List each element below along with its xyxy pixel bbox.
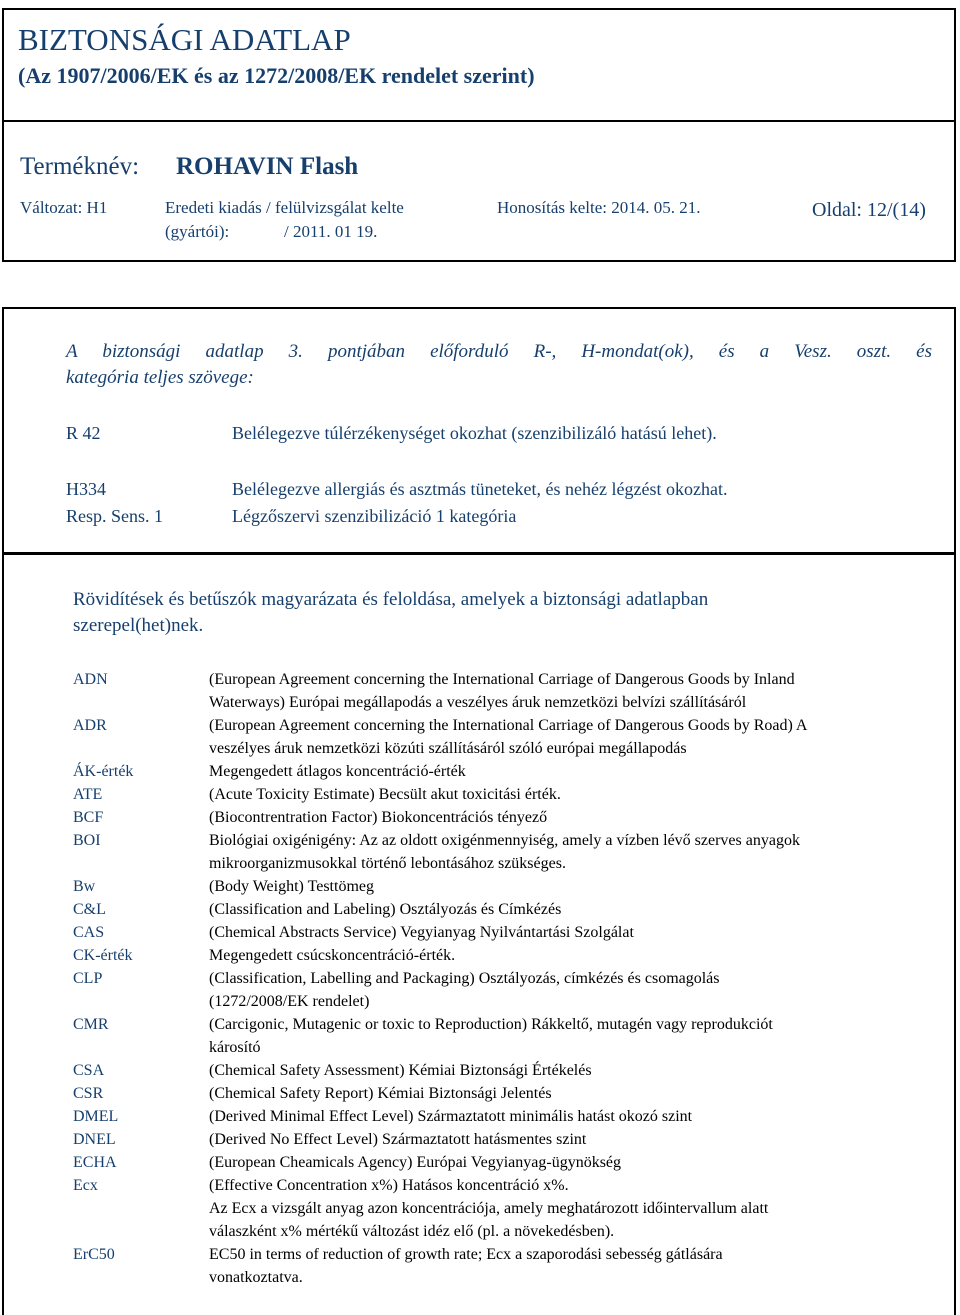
abbreviation-definition-line: (Classification and Labeling) Osztályozás és Címkézés xyxy=(209,901,562,918)
abbreviation-definition-line: vonatkoztatva. xyxy=(209,1269,303,1286)
abbreviation-definition-line: Az Ecx a vizsgált anyag azon koncentrációja, amely meghatározott időintervallum alatt xyxy=(209,1200,769,1217)
issue-label: Eredeti kiadás / felülvizsgálat kelte xyxy=(165,198,404,217)
abbreviation-definition-line: EC50 in terms of reduction of growth rate; Ecx a szaporodási sebesség gátlására xyxy=(209,1246,723,1263)
abbreviation-term: ADR xyxy=(73,717,107,734)
abbreviation-definition xyxy=(209,760,944,783)
abbreviation-definition xyxy=(209,898,944,921)
abbreviation-definition-line: (Classification, Labelling and Packaging) Osztályozás, címkézés és csomagolás xyxy=(209,970,720,987)
abbreviation-definition xyxy=(209,829,944,875)
abbreviation-term: CLP xyxy=(73,970,103,987)
abbreviation-term: CAS xyxy=(73,924,105,941)
abbreviation-definition xyxy=(209,875,944,898)
abbreviation-definition-line: (Body Weight) Testtömeg xyxy=(209,878,374,895)
abbreviation-definition xyxy=(209,714,944,760)
document-title: BIZTONSÁGI ADATLAP xyxy=(18,22,351,57)
abbreviation-definition-line: károsító xyxy=(209,1039,261,1056)
abbreviation-definition-line: Megengedett átlagos koncentráció-érték xyxy=(209,763,466,780)
document-subtitle: (Az 1907/2006/EK és az 1272/2008/EK rendelet szerint) xyxy=(18,63,535,88)
abbreviations-intro-line: szerepel(het)nek. xyxy=(73,615,204,636)
abbreviation-term: ÁK-érték xyxy=(73,763,134,780)
abbreviation-term: BCF xyxy=(73,809,104,826)
abbreviation-definition-line: veszélyes áruk nemzetközi közúti szállításáról szóló európai megállapodás xyxy=(209,740,687,757)
abbreviation-definition-line: (Derived Minimal Effect Level) Származtatott minimális hatást okozó szint xyxy=(209,1108,693,1125)
sentence-text: Légzőszervi szenzibilizáció 1 kategória xyxy=(232,506,517,526)
abbreviation-definition-line: (European Cheamicals Agency) Európai Vegyianyag-ügynökség xyxy=(209,1154,622,1171)
sentence-text: Belélegezve allergiás és asztmás tüneteket, és nehéz légzést okozhat. xyxy=(232,479,728,499)
abbreviation-definition-line: (Carcigonic, Mutagenic or toxic to Reproduction) Rákkeltő, mutagén vagy reprodukciót xyxy=(209,1016,773,1033)
sentence-code: Resp. Sens. 1 xyxy=(66,506,164,526)
abbreviation-term: DMEL xyxy=(73,1108,119,1125)
sentences-intro-line: kategória teljes szövege: xyxy=(66,367,254,388)
abbreviation-definition xyxy=(209,1013,944,1059)
abbreviation-definition-line: Waterways) Európai megállapodás a veszélyes áruk nemzetközi belvízi szállításáról xyxy=(209,694,747,711)
abbreviation-definition-line: (Effective Concentration x%) Hatásos koncentráció x%. xyxy=(209,1177,569,1194)
abbreviation-definition xyxy=(209,806,944,829)
issue-label-2: (gyártói): xyxy=(165,222,230,241)
abbreviation-definition-line: Megengedett csúcskoncentráció-érték. xyxy=(209,947,456,964)
abbreviation-definition-line: (Chemical Abstracts Service) Vegyianyag Nyilvántartási Szolgálat xyxy=(209,924,634,941)
version: Változat: H1 xyxy=(20,198,108,217)
abbreviation-definition xyxy=(209,944,944,967)
abbreviation-definition xyxy=(209,967,944,1013)
abbreviation-term: Bw xyxy=(73,878,96,895)
sentence-code: R 42 xyxy=(66,423,101,443)
abbreviation-definition xyxy=(209,1082,944,1105)
abbreviation-definition-line: (Derived No Effect Level) Származtatott hatásmentes szint xyxy=(209,1131,587,1148)
abbreviation-term: ErC50 xyxy=(73,1246,115,1263)
abbreviation-definition-line: (Acute Toxicity Estimate) Becsült akut toxicitási érték. xyxy=(209,786,561,803)
abbreviation-term: CSR xyxy=(73,1085,104,1102)
abbreviation-definition-line: mikroorganizmusokkal történő lebontásához szükséges. xyxy=(209,855,566,872)
abbreviation-definition-line: (Chemical Safety Report) Kémiai Biztonsági Jelentés xyxy=(209,1085,552,1102)
abbreviation-definition xyxy=(209,1128,944,1151)
abbreviation-definition-line: (Biocontrentration Factor) Biokoncentrációs tényező xyxy=(209,809,548,826)
abbreviation-term: DNEL xyxy=(73,1131,116,1148)
sentence-text: Belélegezve túlérzékenységet okozhat (szenzibilizáló hatású lehet). xyxy=(232,423,717,443)
abbreviation-term: BOI xyxy=(73,832,101,849)
abbreviation-term: ATE xyxy=(73,786,103,803)
abbreviation-definition-line: (1272/2008/EK rendelet) xyxy=(209,993,370,1010)
product-label: Terméknév: xyxy=(20,153,140,180)
abbreviation-term: Ecx xyxy=(73,1177,98,1194)
sentences-intro xyxy=(66,339,932,391)
localization-date: Honosítás kelte: 2014. 05. 21. xyxy=(497,198,701,217)
sentences-intro-line: A biztonsági adatlap 3. pontjában előforduló R-, H-mondat(ok), és a Vesz. oszt. és xyxy=(66,341,932,362)
abbreviations-intro-line: Rövidítések és betűszók magyarázata és feloldása, amelyek a biztonsági adatlapban xyxy=(73,589,709,610)
abbreviations-intro xyxy=(73,587,913,639)
abbreviation-term: CMR xyxy=(73,1016,109,1033)
header-info-box xyxy=(2,120,956,262)
abbreviation-definition-line: (Chemical Safety Assessment) Kémiai Biztonsági Értékelés xyxy=(209,1062,592,1079)
abbreviation-definition-line: Biológiai oxigénigény: Az az oldott oxigénmennyiség, amely a vízben lévő szerves anyagok xyxy=(209,832,800,849)
abbreviation-definition xyxy=(209,1151,944,1174)
abbreviation-definition-line: (European Agreement concerning the International Carriage of Dangerous Goods by Inland xyxy=(209,671,795,688)
page-number: Oldal: 12/(14) xyxy=(812,199,926,221)
abbreviation-definition xyxy=(209,1059,944,1082)
product-name: ROHAVIN Flash xyxy=(176,153,359,180)
abbreviation-term: CK-érték xyxy=(73,947,133,964)
abbreviation-term: ADN xyxy=(73,671,108,688)
issue-date: / 2011. 01 19. xyxy=(284,222,378,241)
abbreviation-definition xyxy=(209,921,944,944)
abbreviation-term: ECHA xyxy=(73,1154,117,1171)
abbreviation-definition xyxy=(209,783,944,806)
abbreviation-definition xyxy=(209,1174,944,1243)
sentence-code: H334 xyxy=(66,479,106,499)
abbreviation-definition xyxy=(209,1105,944,1128)
abbreviation-definition-line: (European Agreement concerning the International Carriage of Dangerous Goods by Road) A xyxy=(209,717,808,734)
abbreviation-definition xyxy=(209,668,944,714)
abbreviation-term: C&L xyxy=(73,901,106,918)
abbreviation-definition xyxy=(209,1243,944,1289)
abbreviation-term: CSA xyxy=(73,1062,105,1079)
abbreviation-definition-line: válaszként x% mértékű változást idéz elő (pl. a növekedésben). xyxy=(209,1223,615,1240)
